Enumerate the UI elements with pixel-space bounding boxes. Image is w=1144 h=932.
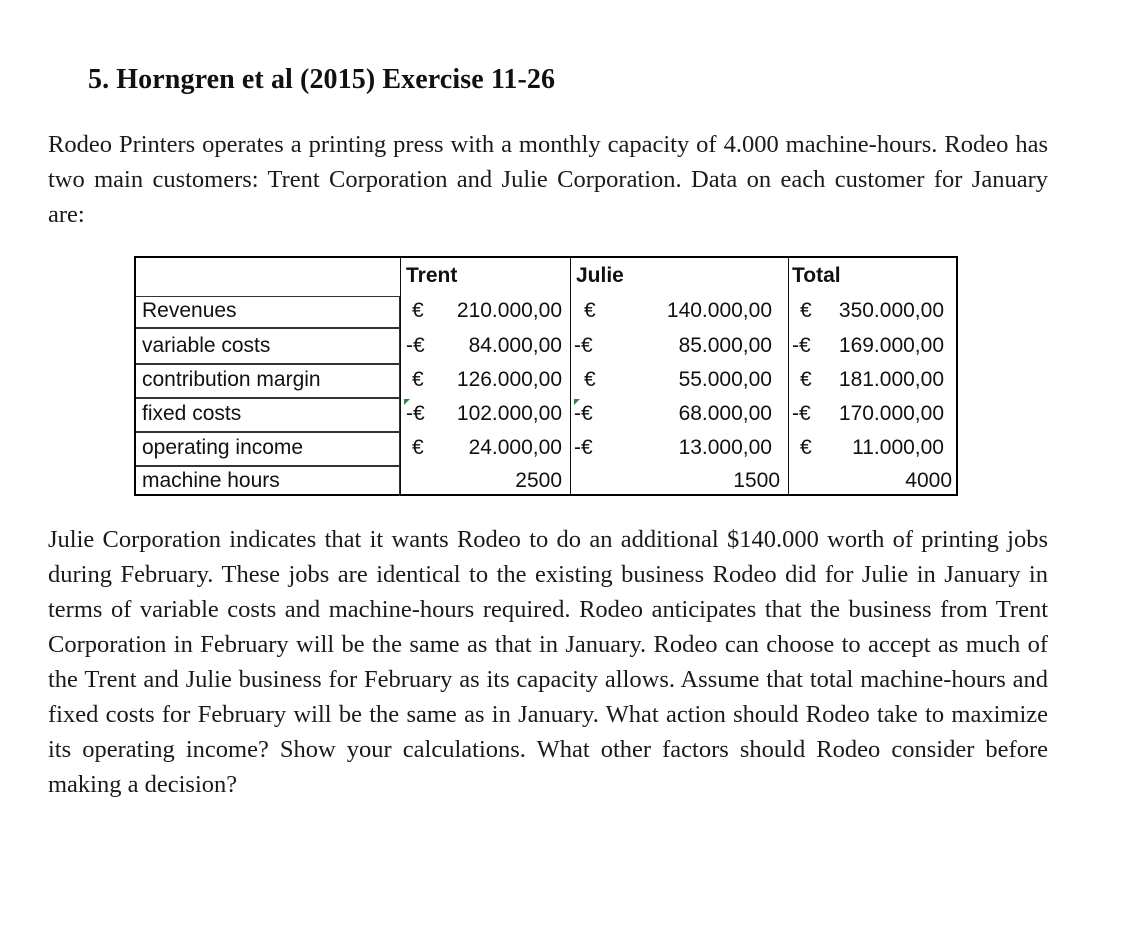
total-value: 181.000,00: [838, 368, 944, 391]
row-label-operating-income: operating income: [142, 436, 304, 459]
exercise-heading: 5. Horngren et al (2015) Exercise 11-26: [88, 64, 556, 95]
total-currency: €: [800, 368, 812, 391]
julie-currency: -€: [574, 334, 593, 357]
trent-currency: €: [412, 436, 424, 459]
julie-currency: €: [584, 368, 596, 391]
julie-currency: -€: [574, 402, 593, 425]
julie-currency: €: [584, 299, 596, 322]
julie-value: 85.000,00: [678, 334, 772, 357]
julie-value: 1500: [733, 469, 780, 492]
total-value: 350.000,00: [838, 299, 944, 322]
trent-value: 126.000,00: [456, 368, 562, 391]
total-value: 169.000,00: [838, 334, 944, 357]
header-total: Total: [792, 264, 841, 287]
total-currency: -€: [792, 402, 811, 425]
intro-paragraph: Rodeo Printers operates a printing press with a monthly capacity of 4.000 machine-hours. Rodeo has two main customers: Trent Corporation and Julie Corporation. Data on each customer for January are:: [48, 131, 1048, 228]
trent-currency: -€: [406, 402, 425, 425]
header-trent: Trent: [406, 264, 458, 287]
trent-value: 2500: [515, 469, 562, 492]
trent-currency: €: [412, 368, 424, 391]
trent-value: 24.000,00: [468, 436, 562, 459]
total-currency: €: [800, 436, 812, 459]
column-divider: [570, 258, 571, 494]
trent-value: 84.000,00: [468, 334, 562, 357]
total-currency: -€: [792, 334, 811, 357]
row-label-variable-costs: variable costs: [142, 334, 271, 357]
trent-currency: €: [412, 299, 424, 322]
question-paragraph: Julie Corporation indicates that it wants Rodeo to do an additional $140.000 worth of printing jobs during February. These jobs are identical to the existing business Rodeo did for Julie in January in terms of variable costs and machine-hours required. Rodeo anticipates that the business from Trent Corporation in February will be the same as that in January. Rodeo can choose to accept as much of the Trent and Julie business for February as its capacity allows. Assume that total machine-hours and fixed costs for February will be the same as in January. What action should Rodeo take to maximize its operating income? Show your calculations. What other factors should Rodeo consider before making a decision?: [48, 526, 1048, 798]
total-currency: €: [800, 299, 812, 322]
row-label-contribution-margin: contribution margin: [142, 368, 321, 391]
header-julie: Julie: [576, 264, 624, 287]
customer-data-table: [134, 256, 958, 496]
trent-currency: -€: [406, 334, 425, 357]
julie-currency: -€: [574, 436, 593, 459]
total-value: 11.000,00: [852, 436, 944, 459]
trent-value: 102.000,00: [456, 402, 562, 425]
julie-value: 13.000,00: [678, 436, 772, 459]
total-value: 170.000,00: [838, 402, 944, 425]
julie-value: 68.000,00: [678, 402, 772, 425]
total-value: 4000: [905, 469, 952, 492]
julie-value: 140.000,00: [666, 299, 772, 322]
row-label-fixed-costs: fixed costs: [142, 402, 242, 425]
column-divider: [400, 258, 401, 494]
column-divider: [788, 258, 789, 494]
row-label-machine-hours: machine hours: [142, 469, 280, 492]
julie-value: 55.000,00: [678, 368, 772, 391]
trent-value: 210.000,00: [456, 299, 562, 322]
row-label-revenues: Revenues: [142, 299, 237, 322]
